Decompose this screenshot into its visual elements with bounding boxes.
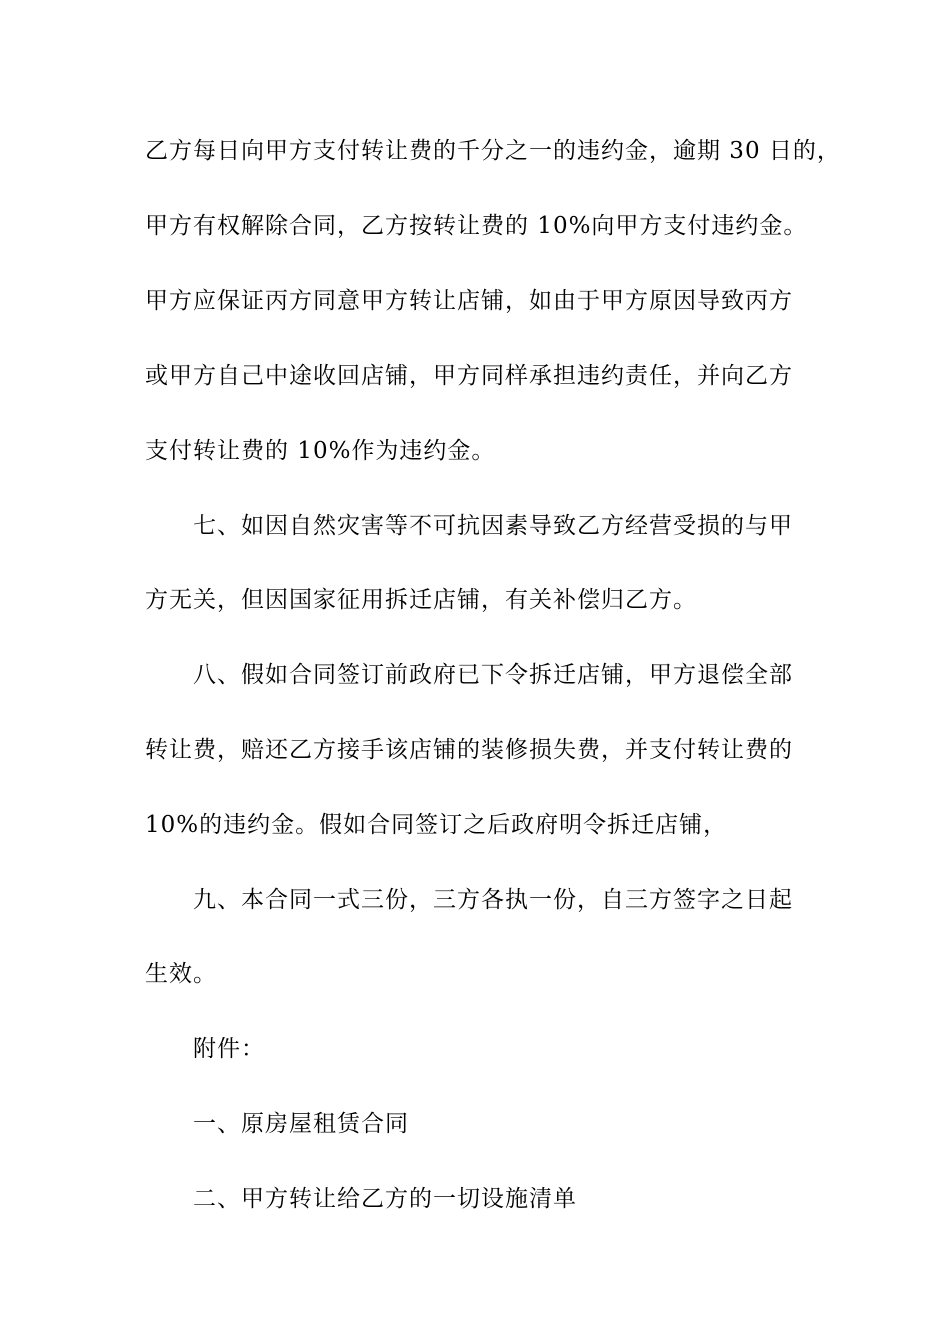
text-line-3: 甲方应保证丙方同意甲方转让店铺，如由于甲方原因导致丙方 [145,288,793,314]
attachments-heading: 附件： [193,1036,265,1062]
clause-seven-line-2: 方无关，但因国家征用拆迁店铺，有关补偿归乙方。 [145,587,697,613]
clause-eight-line-3: 10%的违约金。假如合同签订之后政府明令拆迁店铺， [145,812,728,838]
attachment-item-1: 一、原房屋租赁合同 [193,1111,409,1137]
clause-nine-line-2: 生效。 [145,961,217,987]
clause-seven-line-1: 七、如因自然灾害等不可抗因素导致乙方经营受损的与甲 [193,513,793,539]
clause-eight-line-1: 八、假如合同签订前政府已下令拆迁店铺，甲方退偿全部 [193,662,793,688]
text-line-5: 支付转让费的 10%作为违约金。 [145,438,496,464]
text-line-1: 乙方每日向甲方支付转让费的千分之一的违约金，逾期 30 日的， [145,138,841,164]
text-line-2: 甲方有权解除合同，乙方按转让费的 10%向甲方支付违约金。 [145,213,808,239]
text-line-4: 或甲方自己中途收回店铺，甲方同样承担违约责任，并向乙方 [145,363,793,389]
clause-nine-line-1: 九、本合同一式三份，三方各执一份，自三方签字之日起 [193,887,793,913]
clause-eight-line-2: 转让费，赔还乙方接手该店铺的装修损失费，并支付转让费的 [145,737,793,763]
attachment-item-2: 二、甲方转让给乙方的一切设施清单 [193,1186,577,1212]
